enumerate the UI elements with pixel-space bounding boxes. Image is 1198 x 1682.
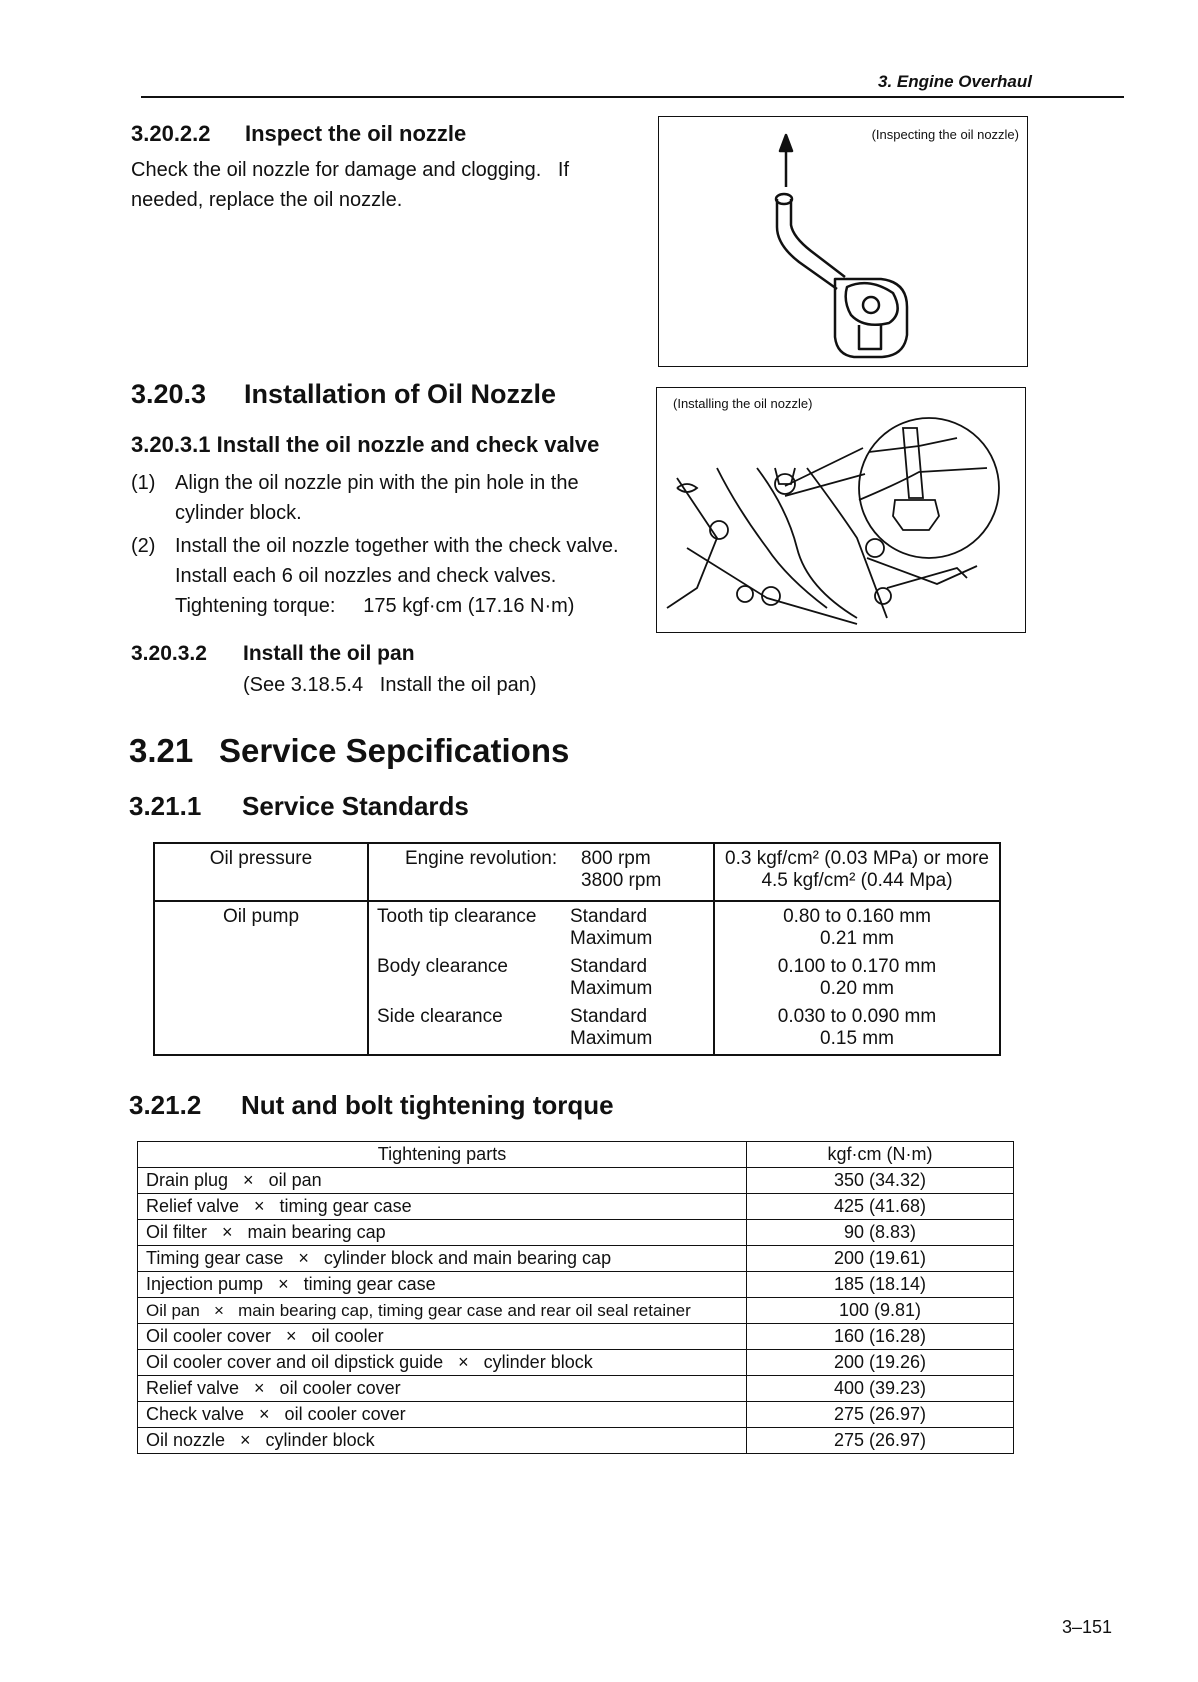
torque-cell: 100 (9.81) bbox=[747, 1298, 1014, 1324]
oil-nozzle-illustration bbox=[659, 117, 1027, 366]
maximum-value: 0.21 mm bbox=[820, 928, 894, 949]
figure-inspecting-nozzle bbox=[658, 116, 1028, 367]
clearance-name: Body clearance bbox=[377, 956, 508, 977]
item-line: cylinder block. bbox=[175, 502, 302, 524]
table-row bbox=[154, 843, 1000, 901]
table-cell bbox=[368, 901, 714, 1055]
table-header-row bbox=[138, 1142, 1014, 1168]
heading-3-21-2 bbox=[129, 1090, 614, 1121]
heading-3-21 bbox=[129, 732, 569, 770]
service-standards-table bbox=[153, 842, 1001, 1056]
table-row bbox=[138, 1376, 1014, 1402]
table-row bbox=[154, 901, 1000, 1055]
maximum-label: Maximum bbox=[570, 1028, 653, 1049]
torque-cell: 275 (26.97) bbox=[747, 1428, 1014, 1454]
item-number: (2) bbox=[131, 535, 156, 557]
maximum-value: 0.15 mm bbox=[820, 1028, 894, 1049]
paragraph-line: Check the oil nozzle for damage and clogging. If bbox=[131, 159, 570, 181]
header-rule bbox=[141, 96, 1124, 98]
item-line: Tightening torque: 175 kgf·cm (17.16 N·m) bbox=[175, 595, 575, 617]
engine-block-illustration bbox=[657, 388, 1025, 632]
table-row bbox=[138, 1402, 1014, 1428]
list-item bbox=[131, 531, 651, 621]
part-cell: Timing gear case × cylinder block and main bearing cap bbox=[138, 1246, 747, 1272]
rpm-value: 800 rpm bbox=[581, 848, 651, 869]
standard-label: Standard bbox=[570, 906, 648, 927]
item-number: (1) bbox=[131, 472, 156, 494]
figure-installing-nozzle bbox=[656, 387, 1026, 633]
part-cell: Relief valve × oil cooler cover bbox=[138, 1376, 747, 1402]
table-cell: Oil pressure bbox=[154, 843, 368, 901]
heading-title: Nut and bolt tightening torque bbox=[241, 1090, 614, 1120]
standard-value: 0.030 to 0.090 mm bbox=[777, 1006, 937, 1027]
heading-3-20-3-1: 3.20.3.1 Install the oil nozzle and check valve bbox=[131, 432, 600, 457]
part-cell: Oil filter × main bearing cap bbox=[138, 1220, 747, 1246]
heading-3-20-3 bbox=[131, 379, 556, 410]
item-line: Install the oil nozzle together with the check valve. bbox=[175, 535, 619, 557]
pressure-value: 4.5 kgf/cm² (0.44 Mpa) bbox=[761, 870, 953, 891]
heading-number: 3.21.1 bbox=[129, 791, 202, 821]
table-row bbox=[138, 1168, 1014, 1194]
table-row bbox=[138, 1272, 1014, 1298]
table-cell bbox=[714, 843, 1000, 901]
table-row bbox=[138, 1220, 1014, 1246]
table-header: kgf·cm (N·m) bbox=[747, 1142, 1014, 1168]
torque-cell: 400 (39.23) bbox=[747, 1376, 1014, 1402]
part-cell: Check valve × oil cooler cover bbox=[138, 1402, 747, 1428]
part-cell: Drain plug × oil pan bbox=[138, 1168, 747, 1194]
see-reference: (See 3.18.5.4 Install the oil pan) bbox=[243, 674, 537, 696]
heading-3-20-3-2 bbox=[131, 642, 415, 666]
install-steps bbox=[131, 468, 651, 621]
torque-cell: 200 (19.61) bbox=[747, 1246, 1014, 1272]
item-line: Align the oil nozzle pin with the pin hole in the bbox=[175, 472, 579, 494]
table-row bbox=[138, 1428, 1014, 1454]
standard-label: Standard bbox=[570, 1006, 648, 1027]
table-cell bbox=[714, 901, 1000, 1055]
chapter-header: 3. Engine Overhaul bbox=[878, 72, 1032, 91]
heading-title: Inspect the oil nozzle bbox=[245, 121, 467, 146]
table-header: Tightening parts bbox=[138, 1142, 747, 1168]
torque-cell: 350 (34.32) bbox=[747, 1168, 1014, 1194]
maximum-value: 0.20 mm bbox=[820, 978, 894, 999]
maximum-label: Maximum bbox=[570, 978, 653, 999]
page-number: 3–151 bbox=[1061, 1617, 1112, 1637]
inspect-paragraph bbox=[131, 155, 631, 215]
paragraph-line: needed, replace the oil nozzle. bbox=[131, 189, 403, 211]
item-line: Install each 6 oil nozzles and check valves. bbox=[175, 565, 557, 587]
torque-cell: 90 (8.83) bbox=[747, 1220, 1014, 1246]
heading-number: 3.20.2.2 bbox=[131, 121, 211, 146]
part-cell: Oil cooler cover and oil dipstick guide × cylinder block bbox=[138, 1350, 747, 1376]
heading-number: 3.21 bbox=[129, 732, 194, 769]
table-row bbox=[138, 1298, 1014, 1324]
heading-title: Install the oil pan bbox=[243, 642, 415, 665]
heading-number: 3.21.2 bbox=[129, 1090, 202, 1120]
table-row bbox=[138, 1324, 1014, 1350]
figure-caption: (Inspecting the oil nozzle) bbox=[871, 127, 1019, 142]
revolution-label: Engine revolution: bbox=[405, 848, 558, 869]
standard-label: Standard bbox=[570, 956, 648, 977]
part-cell: Oil cooler cover × oil cooler bbox=[138, 1324, 747, 1350]
heading-title: Service Standards bbox=[242, 791, 469, 821]
clearance-name: Side clearance bbox=[377, 1006, 503, 1027]
table-row bbox=[138, 1350, 1014, 1376]
heading-3-21-1 bbox=[129, 791, 469, 822]
standard-value: 0.80 to 0.160 mm bbox=[783, 906, 931, 927]
torque-cell: 160 (16.28) bbox=[747, 1324, 1014, 1350]
clearance-name: Tooth tip clearance bbox=[377, 906, 537, 927]
part-cell: Relief valve × timing gear case bbox=[138, 1194, 747, 1220]
part-cell: Oil pan × main bearing cap, timing gear case and rear oil seal retainer bbox=[138, 1298, 747, 1324]
table-cell: Oil pump bbox=[154, 901, 368, 1055]
part-cell: Injection pump × timing gear case bbox=[138, 1272, 747, 1298]
torque-cell: 185 (18.14) bbox=[747, 1272, 1014, 1298]
pressure-value: 0.3 kgf/cm² (0.03 MPa) or more bbox=[725, 848, 989, 869]
torque-cell: 200 (19.26) bbox=[747, 1350, 1014, 1376]
heading-title: Installation of Oil Nozzle bbox=[244, 379, 557, 409]
heading-number: 3.20.3 bbox=[131, 379, 207, 409]
heading-number: 3.20.3.2 bbox=[131, 642, 207, 665]
tightening-torque-table bbox=[137, 1141, 1014, 1454]
table-row bbox=[138, 1246, 1014, 1272]
list-item bbox=[131, 468, 651, 528]
table-row bbox=[138, 1194, 1014, 1220]
part-cell: Oil nozzle × cylinder block bbox=[138, 1428, 747, 1454]
figure-caption: (Installing the oil nozzle) bbox=[673, 396, 813, 411]
heading-3-20-2-2 bbox=[131, 121, 466, 147]
table-cell bbox=[368, 843, 714, 901]
heading-title: Service Sepcifications bbox=[219, 732, 570, 769]
standard-value: 0.100 to 0.170 mm bbox=[777, 956, 937, 977]
torque-cell: 275 (26.97) bbox=[747, 1402, 1014, 1428]
torque-cell: 425 (41.68) bbox=[747, 1194, 1014, 1220]
maximum-label: Maximum bbox=[570, 928, 653, 949]
rpm-value: 3800 rpm bbox=[581, 870, 662, 891]
